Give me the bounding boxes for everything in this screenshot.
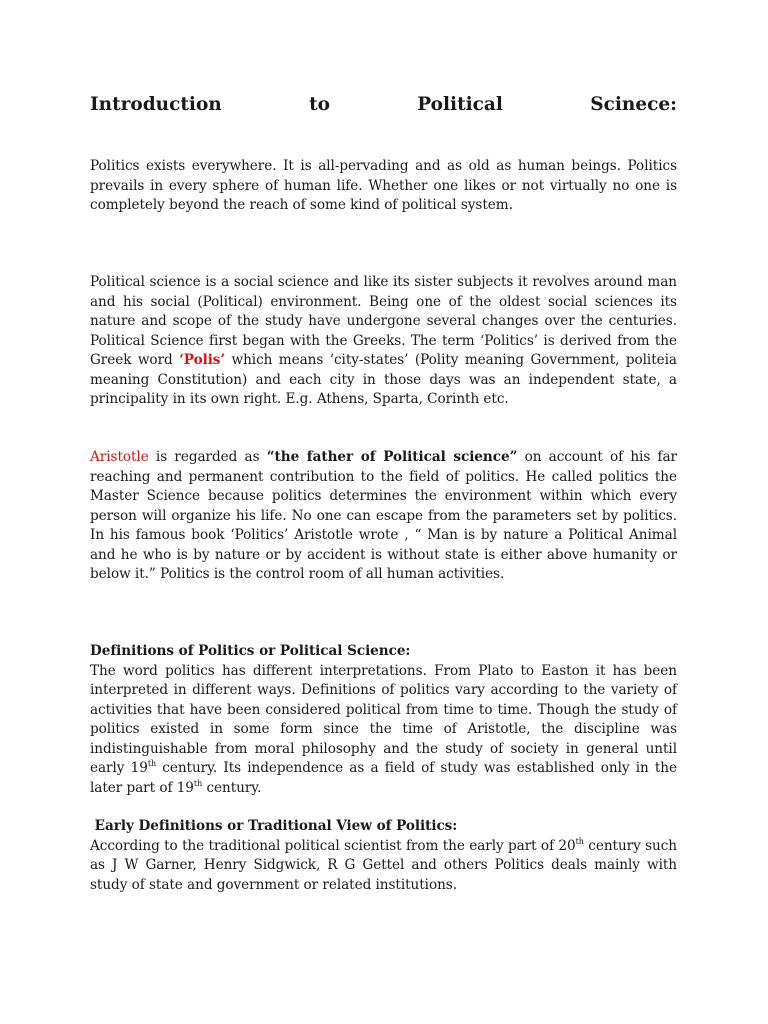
- paragraph-text: is regarded as: [148, 449, 267, 465]
- paragraph-text: century.: [202, 779, 262, 796]
- title-word: to: [309, 94, 330, 115]
- father-quote: “the father of Political science”: [266, 449, 518, 465]
- superscript: th: [575, 836, 584, 846]
- paragraph-text: The word politics has different interpretations. From Plato to Easton it has been interpreted in different ways. Definitions of politics vary according to the variety of activities that have been considered political from time to time. Though the study of politics existed in some form since the time of Aristotle, the discipline was indistinguishable from moral philosophy and the study of society in general until early 19: [90, 662, 677, 776]
- paragraph-text: According to the traditional political scientist from the early part of 20: [90, 837, 576, 854]
- title-word: Introduction: [90, 94, 222, 115]
- paragraph-text: on account of his far reaching and permanent contribution to the field of politics. He called politics the Master Science because politics determines the environment within which every person will organize his life. No one can escape from the parameters set by politics. In his famous book ‘Politics’ Aristotle wrote , “ Man is by nature a Political Animal and he who is by nature or by accident is without state is either above humanity or below it.” Politics is the control room of all human activities.: [90, 449, 677, 582]
- paragraph-text: which means ‘city-states’ (Polity meaning Government, politeia meaning Constitution) and each city in those days was an independent state, a principality in its own right. E.g. Athens, Sparta, Corinth etc.: [90, 352, 677, 407]
- aristotle-name: Aristotle: [90, 449, 149, 465]
- superscript: th: [193, 778, 203, 788]
- superscript: th: [147, 759, 157, 768]
- section-definitions: [90, 642, 677, 798]
- section-heading: Definitions of Politics or Political Science:: [90, 643, 411, 659]
- paragraph-text: century. Its independence as a field of study was established only in the later part of 19: [90, 760, 677, 796]
- paragraph-text: century such as J W Garner, Henry Sidgwick, R G Gettel and others Politics deals mainly with study of state and government or related institutions.: [90, 837, 677, 893]
- title-word: Political: [417, 94, 503, 115]
- paragraph-text: Political science is a social science and like its sister subjects it revolves around man and his social (Political) environment. Being one of the oldest social sciences its nature and scope of the study have undergone several changes over the centuries. Political Science first began with the Greeks. The term ‘Politics’ is derived from the Greek word: [90, 274, 677, 368]
- paragraph-intro: Politics exists everywhere. It is all-pervading and as old as human beings. Politics prevails in every sphere of human life. Whether one likes or not virtually no one is completely beyond the reach of some kind of political system.: [90, 158, 677, 213]
- polis-term: ‘Polis’: [179, 352, 226, 368]
- page-title: [90, 93, 677, 117]
- paragraph-aristotle: [90, 448, 677, 585]
- section-traditional-view: [90, 817, 677, 895]
- section-heading: Early Definitions or Traditional View of Politics:: [90, 818, 458, 834]
- paragraph-political-science: [90, 273, 677, 410]
- title-word: Scinece:: [590, 94, 677, 115]
